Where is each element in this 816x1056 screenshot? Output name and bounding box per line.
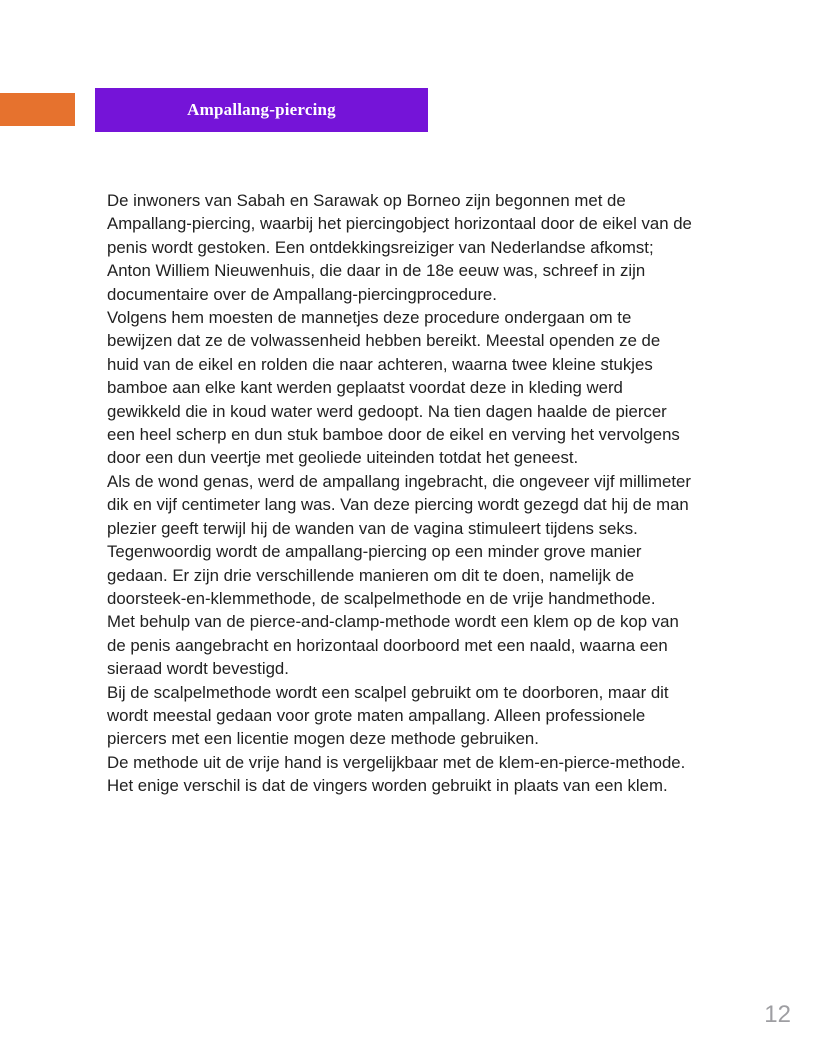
page-title: Ampallang-piercing [187,100,336,119]
paragraph: Volgens hem moesten de mannetjes deze procedure ondergaan om te bewijzen dat ze de volwassenheid hebben bereikt. Meestal openden ze de huid van de eikel en rolden die naar achteren, waarna twee kleine stukjes bamboe aan elke kant werden geplaatst voordat deze in kleding werd gewikkeld die in koud water werd gedoopt. Na tien dagen haalde de piercer een heel scherp en dun stuk bamboe door de eikel en verving het vervolgens door een dun veertje met geoliede uiteinden totdat het geneest. [107,308,680,468]
paragraph: Als de wond genas, werd de ampallang ingebracht, die ongeveer vijf millimeter dik en vijf centimeter lang was. Van deze piercing wordt gezegd dat hij de man plezier geeft terwijl hij de wanden van de vagina stimuleert tijdens seks. [107,471,691,538]
paragraph: De inwoners van Sabah en Sarawak op Borneo zijn begonnen met de Ampallang-piercing, waarbij het piercingobject horizontaal door de eikel van de penis wordt gestoken. Een ontdekkingsreiziger van Nederlandse afkomst; Anton Williem Nieuwenhuis, die daar in de 18e eeuw was, schreef in zijn documentaire over de Ampallang-piercingprocedure. [107,191,692,304]
paragraph: Bij de scalpelmethode wordt een scalpel gebruikt om te doorboren, maar dit wordt meestal gedaan voor grote maten ampallang. Alleen professionele piercers met een licentie mogen deze methode gebruiken. [107,682,669,749]
page-number: 12 [764,1001,791,1028]
paragraph: De methode uit de vrije hand is vergelijkbaar met de klem-en-pierce-methode. Het enige verschil is dat de vingers worden gebruikt in plaats van een klem. [107,752,686,796]
body-text [107,189,693,798]
paragraph: Met behulp van de pierce-and-clamp-methode wordt een klem op de kop van de penis aangebracht en horizontaal doorboord met een naald, waarna een sieraad wordt bevestigd. [107,612,679,679]
title-banner [95,88,428,132]
paragraph: Tegenwoordig wordt de ampallang-piercing op een minder grove manier gedaan. Er zijn drie verschillende manieren om dit te doen, namelijk de doorsteek-en-klemmethode, de scalpelmethode en de vrije handmethode. [107,542,656,608]
orange-accent-bar [0,93,75,126]
